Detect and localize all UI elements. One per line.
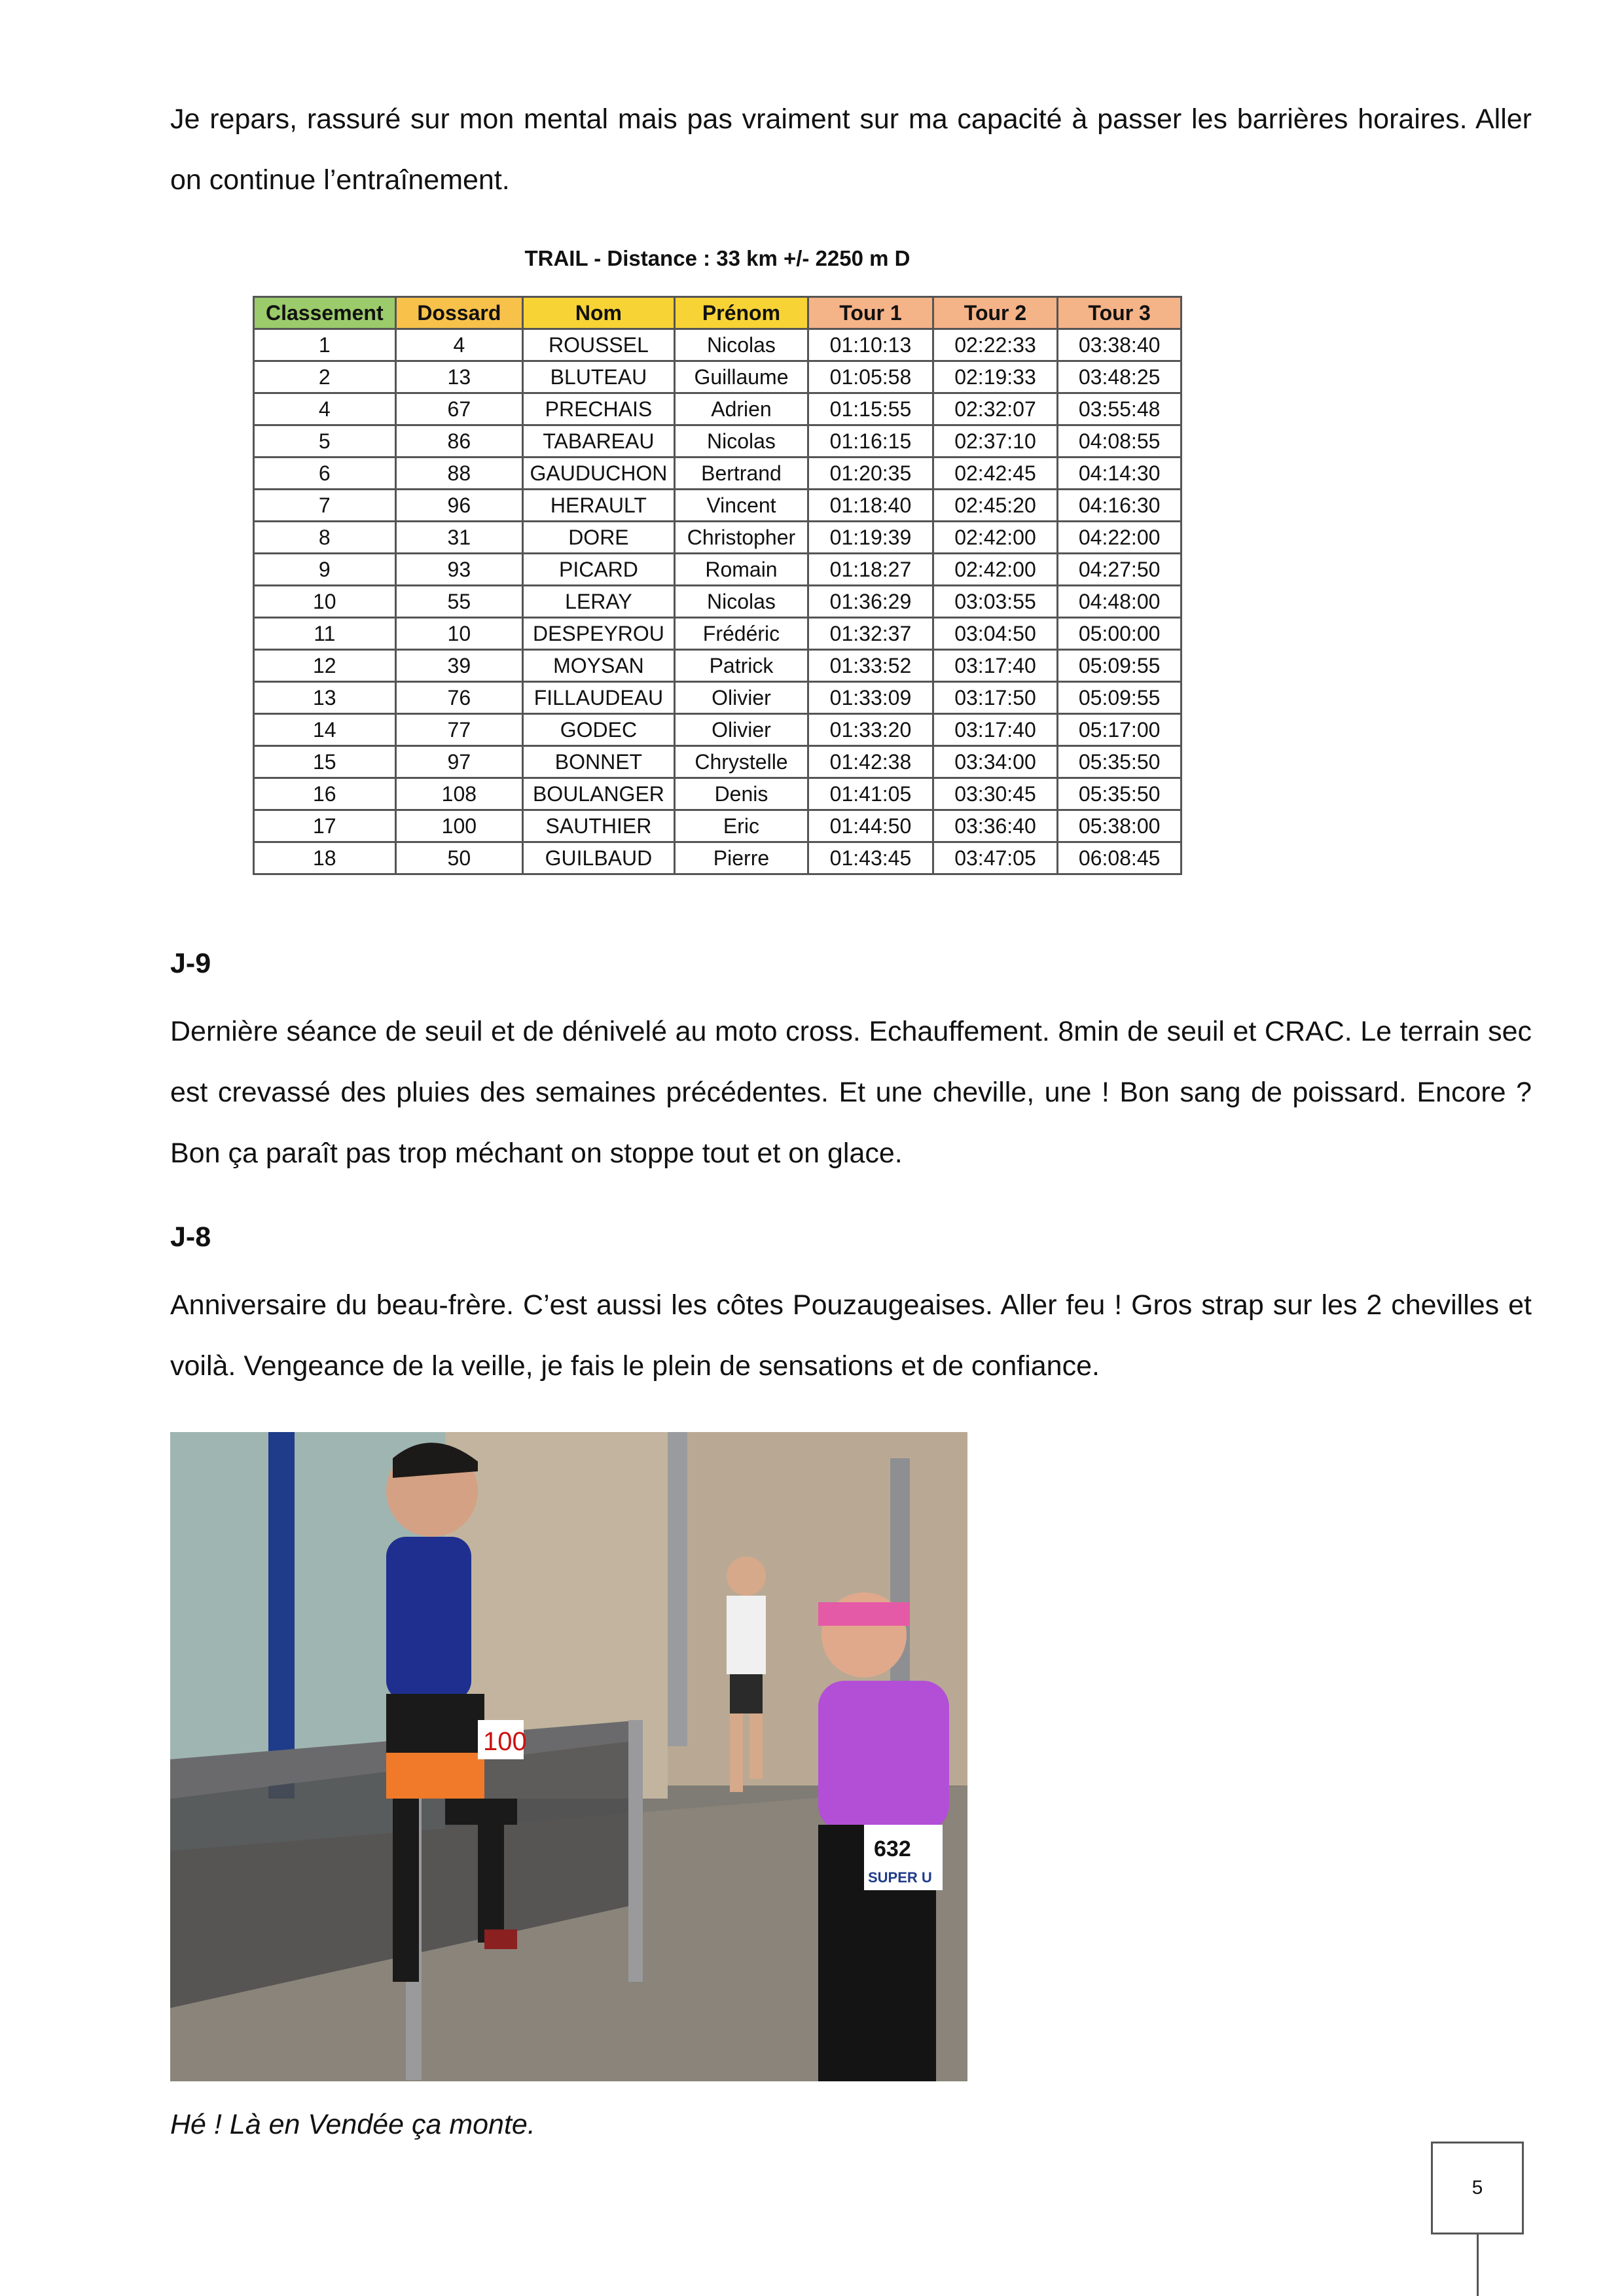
table-cell: Eric	[674, 810, 808, 842]
table-row	[254, 457, 1182, 490]
table-cell: 05:17:00	[1058, 714, 1182, 746]
table-cell: 04:22:00	[1058, 522, 1182, 554]
table-header-cell: Prénom	[674, 297, 808, 329]
table-row	[254, 682, 1182, 714]
table-cell: 100	[395, 810, 523, 842]
table-cell: 10	[395, 618, 523, 650]
table-cell: 02:42:45	[933, 457, 1058, 490]
table-cell: 50	[395, 842, 523, 874]
table-cell: 01:19:39	[808, 522, 933, 554]
table-cell: 03:04:50	[933, 618, 1058, 650]
table-row	[254, 554, 1182, 586]
table-cell: BOULANGER	[523, 778, 675, 810]
table-cell: 1	[254, 329, 396, 361]
table-cell: 76	[395, 682, 523, 714]
table-cell: HERAULT	[523, 490, 675, 522]
table-cell: 02:19:33	[933, 361, 1058, 393]
table-cell: 01:10:13	[808, 329, 933, 361]
race-photo-illustration	[170, 1432, 967, 2081]
heading-j8: J-8	[170, 1221, 211, 1253]
bib-brand: SUPER U	[868, 1869, 932, 1886]
table-cell: LERAY	[523, 586, 675, 618]
table-cell: 55	[395, 586, 523, 618]
table-cell: 02:42:00	[933, 522, 1058, 554]
table-cell: 03:47:05	[933, 842, 1058, 874]
table-cell: 01:33:20	[808, 714, 933, 746]
table-cell: PICARD	[523, 554, 675, 586]
table-cell: 01:15:55	[808, 393, 933, 425]
table-cell: GODEC	[523, 714, 675, 746]
j9-paragraph: Dernière séance de seuil et de dénivelé au moto cross. Echauffement. 8min de seuil et CRAC. Le terrain sec est crevassé des pluies des semaines précédentes. Et une cheville, une ! Bon sang de poissard. Encore ? Bon ça paraît pas trop méchant on stoppe tout et on glace.	[170, 1016, 1532, 1169]
table-row	[254, 778, 1182, 810]
table-cell: 18	[254, 842, 396, 874]
table-cell: 13	[254, 682, 396, 714]
table-row	[254, 810, 1182, 842]
table-cell: 01:41:05	[808, 778, 933, 810]
table-cell: 04:27:50	[1058, 554, 1182, 586]
table-cell: 05:35:50	[1058, 746, 1182, 778]
table-cell: 01:36:29	[808, 586, 933, 618]
table-cell: 02:32:07	[933, 393, 1058, 425]
results-table	[253, 296, 1182, 875]
table-cell: 05:00:00	[1058, 618, 1182, 650]
table-row	[254, 425, 1182, 457]
table-cell: 2	[254, 361, 396, 393]
table-cell: 03:17:40	[933, 650, 1058, 682]
table-row	[254, 393, 1182, 425]
table-cell: 02:37:10	[933, 425, 1058, 457]
table-cell: 01:43:45	[808, 842, 933, 874]
table-cell: Nicolas	[674, 586, 808, 618]
table-header-cell: Tour 2	[933, 297, 1058, 329]
table-header-row	[254, 297, 1182, 329]
page-number: 5	[1471, 2177, 1483, 2198]
table-cell: 39	[395, 650, 523, 682]
table-cell: 01:33:09	[808, 682, 933, 714]
table-cell: 10	[254, 586, 396, 618]
table-cell: Denis	[674, 778, 808, 810]
table-cell: 14	[254, 714, 396, 746]
table-cell: 02:42:00	[933, 554, 1058, 586]
table-cell: 01:20:35	[808, 457, 933, 490]
table-cell: 04:14:30	[1058, 457, 1182, 490]
table-cell: 01:42:38	[808, 746, 933, 778]
table-cell: 02:22:33	[933, 329, 1058, 361]
table-row	[254, 618, 1182, 650]
table-cell: 03:34:00	[933, 746, 1058, 778]
table-row	[254, 361, 1182, 393]
table-cell: Nicolas	[674, 329, 808, 361]
table-cell: 01:05:58	[808, 361, 933, 393]
table-cell: 03:30:45	[933, 778, 1058, 810]
table-cell: 03:17:40	[933, 714, 1058, 746]
table-cell: 77	[395, 714, 523, 746]
table-cell: 02:45:20	[933, 490, 1058, 522]
table-header-cell: Dossard	[395, 297, 523, 329]
table-cell: 05:35:50	[1058, 778, 1182, 810]
table-cell: Vincent	[674, 490, 808, 522]
heading-j9: J-9	[170, 948, 211, 979]
table-cell: Chrystelle	[674, 746, 808, 778]
table-cell: 17	[254, 810, 396, 842]
table-header-cell: Classement	[254, 297, 396, 329]
table-cell: 06:08:45	[1058, 842, 1182, 874]
table-cell: 15	[254, 746, 396, 778]
table-cell: 6	[254, 457, 396, 490]
table-title: TRAIL - Distance : 33 km +/- 2250 m D	[524, 246, 911, 270]
table-cell: 04:16:30	[1058, 490, 1182, 522]
table-cell: 01:16:15	[808, 425, 933, 457]
table-cell: 108	[395, 778, 523, 810]
table-cell: 03:36:40	[933, 810, 1058, 842]
table-cell: 88	[395, 457, 523, 490]
table-cell: 05:38:00	[1058, 810, 1182, 842]
table-cell: 01:18:27	[808, 554, 933, 586]
bib-number-left: 100	[483, 1727, 527, 1756]
table-cell: SAUTHIER	[523, 810, 675, 842]
table-cell: Olivier	[674, 682, 808, 714]
j8-paragraph: Anniversaire du beau-frère. C’est aussi les côtes Pouzaugeaises. Aller feu ! Gros strap sur les 2 chevilles et voilà. Vengeance de la veille, je fais le plein de sensations et de confiance.	[170, 1289, 1532, 1382]
intro-paragraph: Je repars, rassuré sur mon mental mais pas vraiment sur ma capacité à passer les barrières horaires. Aller on continue l’entraînement.	[170, 103, 1532, 196]
table-cell: DORE	[523, 522, 675, 554]
table-cell: BONNET	[523, 746, 675, 778]
table-cell: 67	[395, 393, 523, 425]
table-cell: 03:17:50	[933, 682, 1058, 714]
table-body	[254, 329, 1182, 874]
table-cell: 01:32:37	[808, 618, 933, 650]
table-cell: 05:09:55	[1058, 650, 1182, 682]
table-cell: 03:55:48	[1058, 393, 1182, 425]
page-number-box	[1431, 2142, 1524, 2234]
table-cell: 01:44:50	[808, 810, 933, 842]
table-cell: Adrien	[674, 393, 808, 425]
table-cell: Romain	[674, 554, 808, 586]
table-cell: 5	[254, 425, 396, 457]
table-row	[254, 746, 1182, 778]
table-cell: MOYSAN	[523, 650, 675, 682]
table-cell: 4	[395, 329, 523, 361]
table-cell: Bertrand	[674, 457, 808, 490]
table-cell: 01:33:52	[808, 650, 933, 682]
table-cell: Frédéric	[674, 618, 808, 650]
table-row	[254, 586, 1182, 618]
table-header-cell: Nom	[523, 297, 675, 329]
table-row	[254, 329, 1182, 361]
table-cell: 05:09:55	[1058, 682, 1182, 714]
table-cell: 7	[254, 490, 396, 522]
table-cell: 31	[395, 522, 523, 554]
table-cell: ROUSSEL	[523, 329, 675, 361]
table-cell: Guillaume	[674, 361, 808, 393]
table-cell: 4	[254, 393, 396, 425]
table-header-cell: Tour 1	[808, 297, 933, 329]
table-row	[254, 522, 1182, 554]
table-cell: 8	[254, 522, 396, 554]
table-row	[254, 490, 1182, 522]
bib-number-right: 632	[874, 1837, 911, 1861]
table-cell: 03:03:55	[933, 586, 1058, 618]
table-cell: GUILBAUD	[523, 842, 675, 874]
table-cell: Pierre	[674, 842, 808, 874]
table-cell: 12	[254, 650, 396, 682]
table-cell: FILLAUDEAU	[523, 682, 675, 714]
table-cell: 01:18:40	[808, 490, 933, 522]
table-cell: Olivier	[674, 714, 808, 746]
table-cell: DESPEYROU	[523, 618, 675, 650]
table-cell: 9	[254, 554, 396, 586]
table-cell: 03:48:25	[1058, 361, 1182, 393]
table-row	[254, 650, 1182, 682]
table-cell: Patrick	[674, 650, 808, 682]
table-cell: 04:48:00	[1058, 586, 1182, 618]
race-photo	[170, 1432, 967, 2081]
table-cell: 11	[254, 618, 396, 650]
table-cell: Christopher	[674, 522, 808, 554]
table-cell: 93	[395, 554, 523, 586]
table-cell: 04:08:55	[1058, 425, 1182, 457]
table-row	[254, 714, 1182, 746]
table-cell: TABAREAU	[523, 425, 675, 457]
table-row	[254, 842, 1182, 874]
table-cell: 13	[395, 361, 523, 393]
table-cell: GAUDUCHON	[523, 457, 675, 490]
table-cell: 96	[395, 490, 523, 522]
table-cell: BLUTEAU	[523, 361, 675, 393]
photo-caption: Hé ! Là en Vendée ça monte.	[170, 2109, 535, 2140]
table-cell: PRECHAIS	[523, 393, 675, 425]
table-cell: 03:38:40	[1058, 329, 1182, 361]
table-cell: 97	[395, 746, 523, 778]
table-cell: Nicolas	[674, 425, 808, 457]
table-cell: 86	[395, 425, 523, 457]
table-header-cell: Tour 3	[1058, 297, 1182, 329]
table-cell: 16	[254, 778, 396, 810]
page-number-line	[1477, 2234, 1479, 2296]
